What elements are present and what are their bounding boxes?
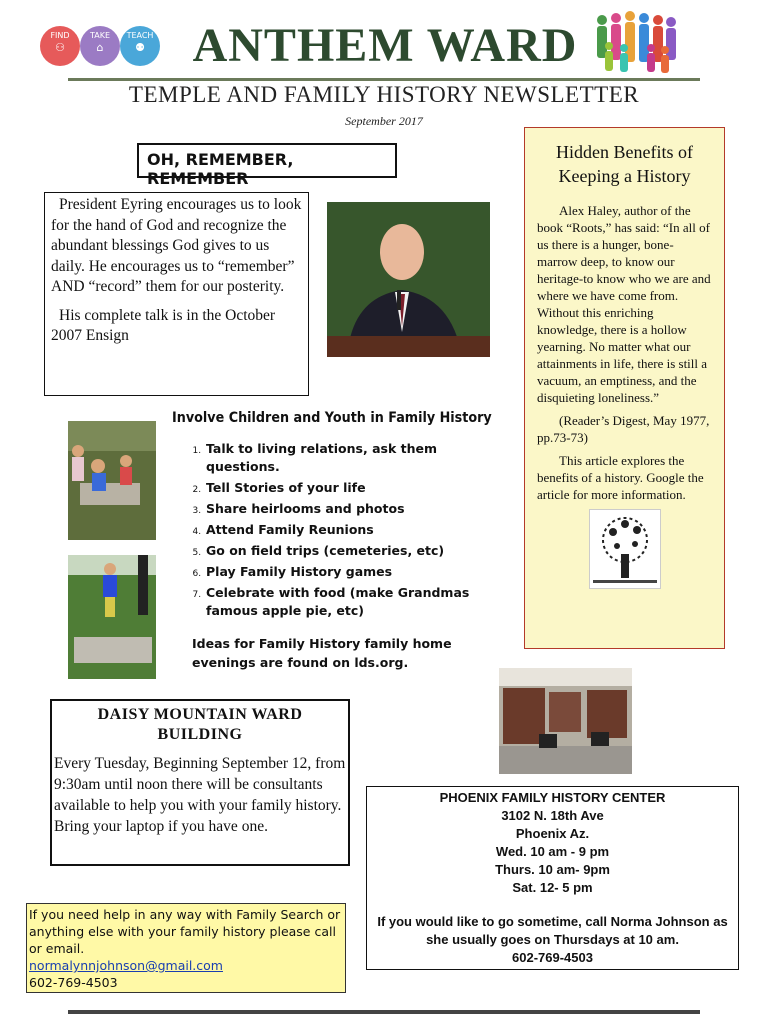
- list-item: 6. Play Family History games: [204, 563, 494, 581]
- list-item: 7. Celebrate with food (make Grandmas famous apple pie, etc): [204, 584, 494, 620]
- teach-logo-circle: [120, 26, 160, 66]
- phoenix-spacer: [373, 897, 732, 913]
- remember-paragraph-2: His complete talk is in the October 2007 Ensign: [51, 306, 276, 344]
- sidebar-paragraph-1: Alex Haley, author of the book “Roots,” has said: “In all of us there is a hunger, bone-marrow deep, to know our heritage-to know who we are and where we have come from. Without this enriching knowledge, there is a hollow yearning. No matter what our attainments in life, there is still a vacuum, an emptiness, and the disquieting loneliness.”: [537, 203, 711, 405]
- list-item: 2. Tell Stories of your life: [204, 479, 494, 497]
- involve-section-title: Involve Children and Youth in Family History: [172, 410, 492, 426]
- take-logo-label: TAKE: [89, 31, 111, 40]
- children-cemetery-photo: [68, 421, 156, 540]
- children-photo-illustration: [68, 421, 156, 540]
- remember-article: [44, 192, 309, 396]
- newsletter-title: ANTHEM WARD: [192, 19, 578, 72]
- list-item: 1. Talk to living relations, ask them questions.: [204, 440, 494, 476]
- sidebar-paragraph-3: This article explores the benefits of a history. Google the article for more information.: [537, 453, 704, 502]
- header-rule: [68, 78, 700, 81]
- library-photo: [499, 668, 632, 774]
- involve-ideas-note: Ideas for Family History family home evenings are found on lds.org.: [192, 636, 452, 670]
- phoenix-hours-thurs: Thurs. 10 am- 9pm: [495, 862, 610, 877]
- find-logo-circle: [40, 26, 80, 66]
- help-email-link[interactable]: normalynnjohnson@gmail.com: [29, 958, 223, 973]
- sidebar-title: Hidden Benefits of Keeping a History: [556, 142, 693, 186]
- footer-rule: [68, 1010, 700, 1014]
- take-logo-circle: [80, 26, 120, 66]
- list-item: 4. Attend Family Reunions: [204, 521, 494, 539]
- people-icon: ⚇: [55, 41, 65, 54]
- phoenix-address: 3102 N. 18th Ave: [501, 808, 604, 823]
- daisy-mountain-body: Every Tuesday, Beginning September 12, from 9:30am until noon there will be consultants available to help you with your family history. Bring your laptop if you have one.: [54, 755, 346, 835]
- hidden-benefits-sidebar: [524, 127, 725, 649]
- help-contact-box: [26, 903, 346, 993]
- remember-paragraph-1: President Eyring encourages us to look for the hand of God and recognize the abundant blessings God gives to us daily. He encourages us to “remember” AND “record” them for our posterity.: [51, 196, 302, 295]
- phoenix-hours-sat: Sat. 12- 5 pm: [512, 880, 593, 895]
- phoenix-title: PHOENIX FAMILY HISTORY CENTER: [439, 790, 666, 805]
- library-photo-illustration: [499, 668, 632, 774]
- list-item: 5. Go on field trips (cemeteries, etc): [204, 542, 494, 560]
- speaker-photo: [327, 202, 490, 357]
- help-text: If you need help in any way with Family Search or anything else with your family history please call or email.: [29, 907, 341, 956]
- family-people-icon: [594, 10, 680, 74]
- tree-illustration: [593, 514, 657, 584]
- find-logo-label: FIND: [50, 31, 70, 40]
- phoenix-phone: 602-769-4503: [512, 950, 593, 965]
- teach-logo-label: TEACH: [126, 31, 154, 40]
- phoenix-hours-wed: Wed. 10 am - 9 pm: [495, 844, 610, 859]
- boy-photo-illustration: [68, 555, 156, 679]
- speaker-photo-illustration: [327, 202, 490, 357]
- issue-date: September 2017: [345, 114, 423, 128]
- list-item: 3. Share heirlooms and photos: [204, 500, 494, 518]
- family-tree-icon: [589, 509, 661, 589]
- daisy-mountain-box: [50, 699, 350, 866]
- temple-icon: ⌂: [96, 41, 104, 54]
- remember-heading: OH, REMEMBER, REMEMBER: [137, 143, 397, 178]
- phoenix-note: If you would like to go sometime, call Norma Johnson as she usually goes on Thursdays at 10 am.: [377, 914, 728, 947]
- involve-list: [190, 440, 494, 623]
- sidebar-paragraph-2: (Reader’s Digest, May 1977, pp.73-73): [537, 413, 710, 445]
- newsletter-subtitle: TEMPLE AND FAMILY HISTORY NEWSLETTER: [128, 82, 640, 107]
- daisy-mountain-title: DAISY MOUNTAIN WARD BUILDING: [97, 706, 303, 743]
- help-phone: 602-769-4503: [29, 975, 118, 990]
- family-icon: ⚉: [135, 41, 145, 54]
- phoenix-city: Phoenix Az.: [515, 826, 590, 841]
- boy-grave-photo: [68, 555, 156, 679]
- phoenix-center-box: [366, 786, 739, 970]
